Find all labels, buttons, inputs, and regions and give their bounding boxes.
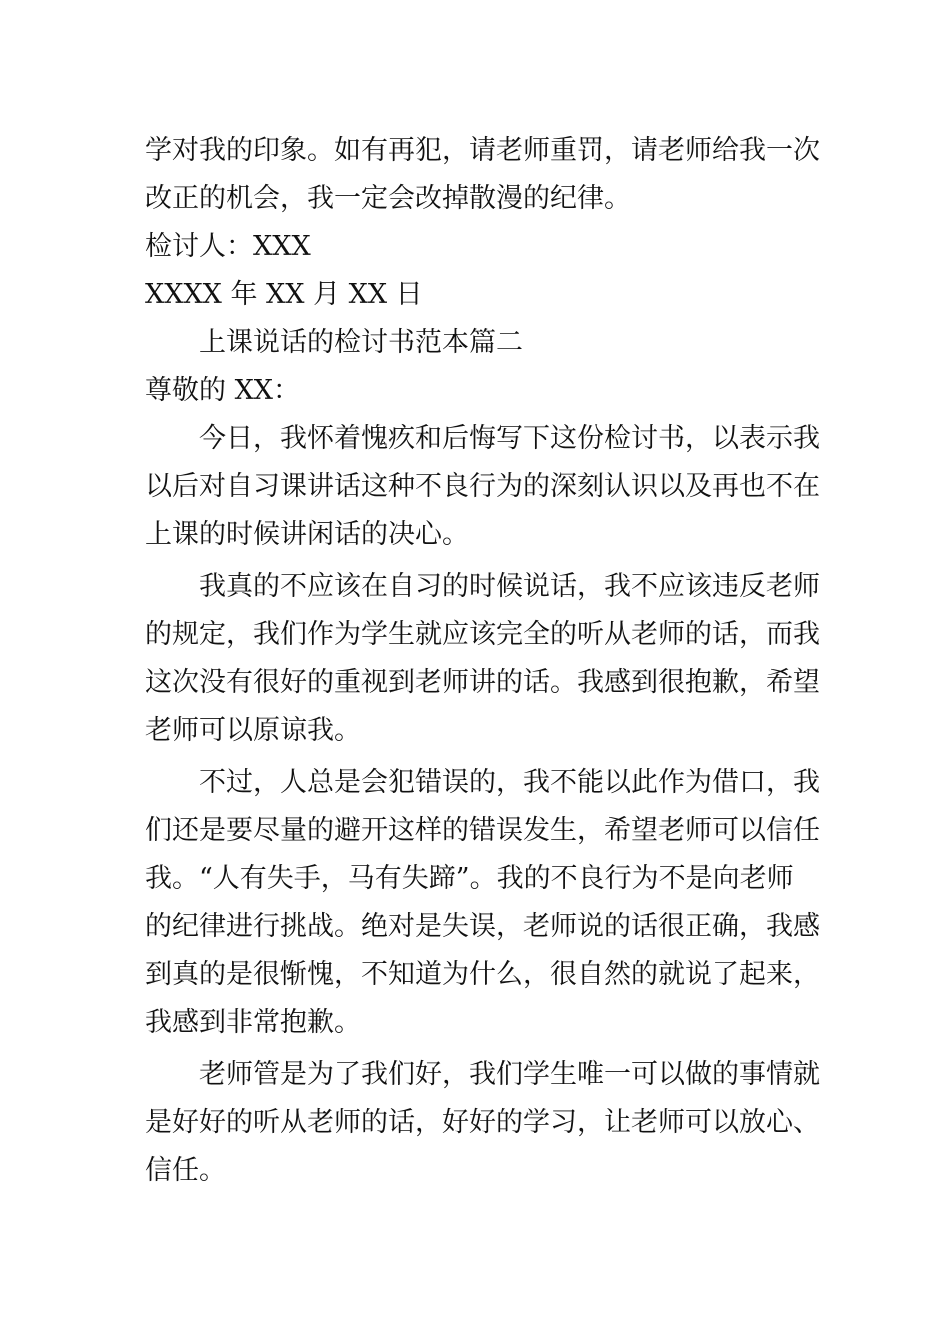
date-line: XXXX 年 XX 月 XX 日 [145,279,423,310]
paragraph-3 [145,759,820,1047]
text-line: 以后对自习课讲话这种不良行为的深刻认识以及再也不在 [145,471,820,502]
text-line: 我感到非常抱歉。 [145,1007,361,1038]
text-line: 今日，我怀着愧疚和后悔写下这份检讨书，以表示我 [199,423,820,454]
salutation: 尊敬的 XX： [145,375,301,406]
paragraph-1 [145,415,820,559]
text-line: 信任。 [145,1155,226,1186]
paragraph-4 [145,1051,820,1195]
text-line: 改正的机会，我一定会改掉散漫的纪律。 [145,183,631,214]
text-line: 的规定，我们作为学生就应该完全的听从老师的话，而我 [145,619,820,650]
text-line: 到真的是很惭愧，不知道为什么，很自然的就说了起来， [145,959,820,990]
text-line: 学对我的印象。如有再犯，请老师重罚，请老师给我一次 [145,135,820,166]
text-line: 这次没有很好的重视到老师讲的话。我感到很抱歉，希望 [145,667,820,698]
text-line: 老师可以原谅我。 [145,715,361,746]
closing-paragraph [145,127,820,223]
section-title: 上课说话的检讨书范本篇二 [199,327,523,358]
text-line: 上课的时候讲闲话的决心。 [145,519,469,550]
text-line: 们还是要尽量的避开这样的错误发生，希望老师可以信任 [145,815,820,846]
text-line: 我。“人有失手，马有失蹄”。我的不良行为不是向老师 [145,863,794,894]
text-line: 是好好的听从老师的话，好好的学习，让老师可以放心、 [145,1107,820,1138]
text-line: 我真的不应该在自习的时候说话，我不应该违反老师 [199,571,820,602]
text-line: 不过，人总是会犯错误的，我不能以此作为借口，我 [199,767,820,798]
document-body [145,127,820,1195]
text-line: 的纪律进行挑战。绝对是失误，老师说的话很正确，我感 [145,911,820,942]
text-line: 老师管是为了我们好，我们学生唯一可以做的事情就 [199,1059,820,1090]
paragraph-2 [145,563,820,755]
signer-line: 检讨人：XXX [145,231,311,262]
